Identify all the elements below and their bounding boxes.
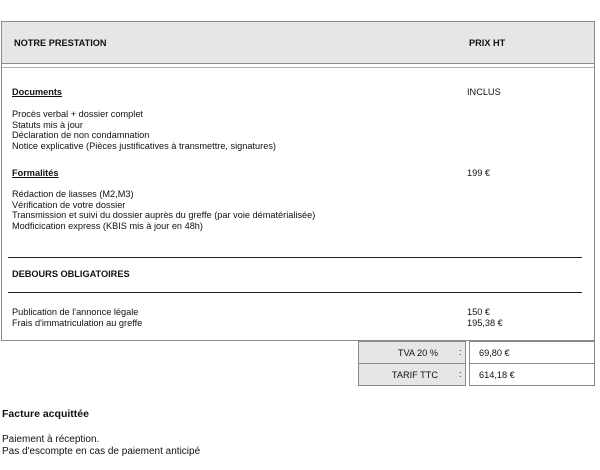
section-divider <box>8 292 582 293</box>
tva-value: 69,80 € <box>469 341 595 364</box>
payment-line: Paiement à réception. <box>2 434 100 445</box>
list-item: Transmission et suivi du dossier auprès du greffe (par voie dématérialisée) <box>12 210 316 220</box>
list-item: Frais d'immatriculation au greffe <box>12 317 143 328</box>
debours-lines <box>12 307 142 328</box>
list-item: Modficication express (KBIS mis à jour en 48h) <box>12 220 203 231</box>
price-item: 150 € <box>467 307 490 317</box>
list-item: Rédaction de liasses (M2,M3) <box>12 189 134 199</box>
list-item: Notice explicative (Pièces justificatives à transmettre, signatures) <box>12 140 276 151</box>
list-item: Vérification de votre dossier <box>12 199 126 210</box>
list-item: Procès verbal + dossier complet <box>12 109 143 119</box>
price-item: 195,38 € <box>467 317 503 328</box>
ttc-label: TARIF TTC <box>358 363 466 386</box>
ttc-value: 614,18 € <box>469 363 595 386</box>
ttc-separator: : <box>459 369 462 379</box>
header-price: PRIX HT <box>469 38 506 48</box>
header-service: NOTRE PRESTATION <box>14 38 107 48</box>
list-item: Publication de l'annonce légale <box>12 307 139 317</box>
debours-title: DEBOURS OBLIGATOIRES <box>12 269 130 279</box>
formalites-title: Formalités <box>12 168 59 178</box>
tva-label: TVA 20 % <box>358 341 466 364</box>
table-header <box>1 21 595 64</box>
documents-lines <box>12 109 276 151</box>
documents-title: Documents <box>12 87 63 97</box>
list-item: Statuts mis à jour <box>12 119 83 130</box>
payment-line: Pas d'escompte en cas de paiement anticipé <box>2 445 201 457</box>
debours-prices <box>467 307 503 328</box>
formalites-lines <box>12 189 315 231</box>
payment-terms <box>2 434 200 457</box>
documents-price: INCLUS <box>467 87 501 97</box>
section-divider <box>8 257 582 258</box>
formalites-price: 199 € <box>467 168 490 178</box>
tva-separator: : <box>459 347 462 357</box>
header-divider <box>2 67 594 68</box>
list-item: Déclaration de non condamnation <box>12 130 150 140</box>
invoice-status-title: Facture acquittée <box>2 408 89 420</box>
services-table <box>1 21 595 341</box>
